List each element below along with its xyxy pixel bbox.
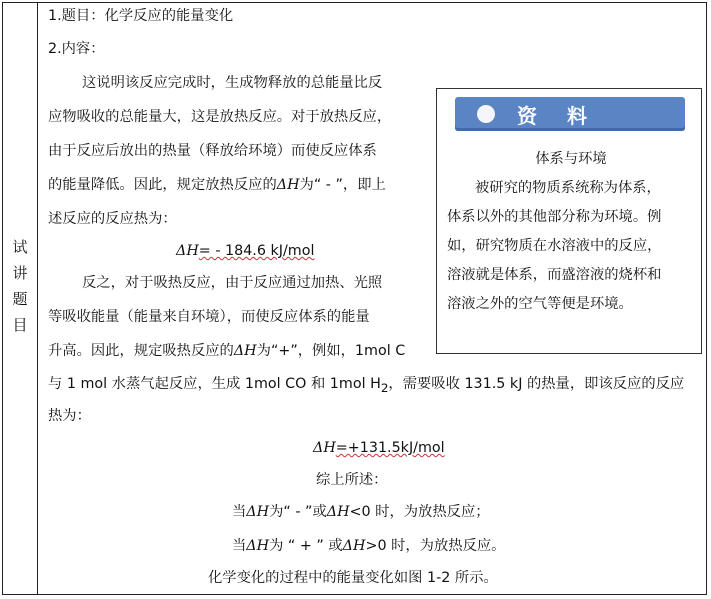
panel-banner [455, 97, 685, 131]
topic-line: 1.题目：化学反应的能量变化 [48, 8, 234, 24]
summary-rule-1: 当ΔH为“ - ”或ΔH<0 时，为放热反应； [232, 504, 490, 520]
panel-line-1: 被研究的物质系统称为体系， [475, 180, 661, 196]
summary-heading: 综上所述： [316, 472, 388, 488]
row-header-cell [2, 2, 38, 595]
content-label: 2.内容： [48, 41, 105, 57]
panel-line-3: 如，研究物质在水溶液中的反应， [447, 238, 662, 254]
para2-line1: 反之，对于吸热反应，由于反应通过加热、光照 [82, 275, 383, 291]
info-panel [436, 88, 702, 354]
panel-body [447, 145, 695, 319]
para1-line2: 应物吸收的总能量大，这是放热反应。对于放热反应， [48, 109, 392, 125]
para2-line5: 热为： [48, 408, 91, 424]
panel-line-2: 体系以外的其他部分称为环境。例 [447, 209, 662, 225]
panel-title: 资料 [517, 104, 617, 128]
equation-1: ΔH= - 184.6 kJ/mol [176, 243, 315, 259]
para1-line4: 的能量降低。因此，规定放热反应的ΔH为“ - ”，即上 [48, 177, 386, 193]
para2-line2: 等吸收能量（能量来自环境），而使反应体系的能量 [48, 309, 370, 325]
para1-line5: 述反应的反应热为： [48, 211, 177, 227]
equation-2: ΔH=+131.5kJ/mol [313, 440, 445, 456]
para2-line4: 与 1 mol 水蒸气起反应，生成 1mol CO 和 1mol $H_2$，需要吸收 131.5 kJ 的热量，即该反应的反应 [48, 376, 685, 395]
figure-reference: 化学变化的过程中的能量变化如图 1-2 所示。 [208, 570, 498, 586]
circle-icon [477, 105, 495, 123]
panel-heading: 体系与环境 [535, 151, 607, 167]
para1-line1: 这说明该反应完成时，生成物释放的总能量比反 [82, 75, 383, 91]
panel-line-4: 溶液就是体系，而盛溶液的烧杯和 [447, 267, 662, 283]
row-header-label: 试 讲 题 目 [12, 238, 28, 334]
para2-line3: 升高。因此，规定吸热反应的ΔH为“+”，例如，1mol C [48, 343, 406, 359]
para1-line3: 由于反应后放出的热量（释放给环境）而使反应体系 [48, 143, 377, 159]
summary-rule-2: 当ΔH为 “ + ” 或ΔH>0 时，为放热反应。 [232, 538, 506, 554]
delta-h-symbol: ΔH [276, 177, 300, 193]
panel-line-5: 溶液之外的空气等便是环境。 [447, 296, 633, 312]
